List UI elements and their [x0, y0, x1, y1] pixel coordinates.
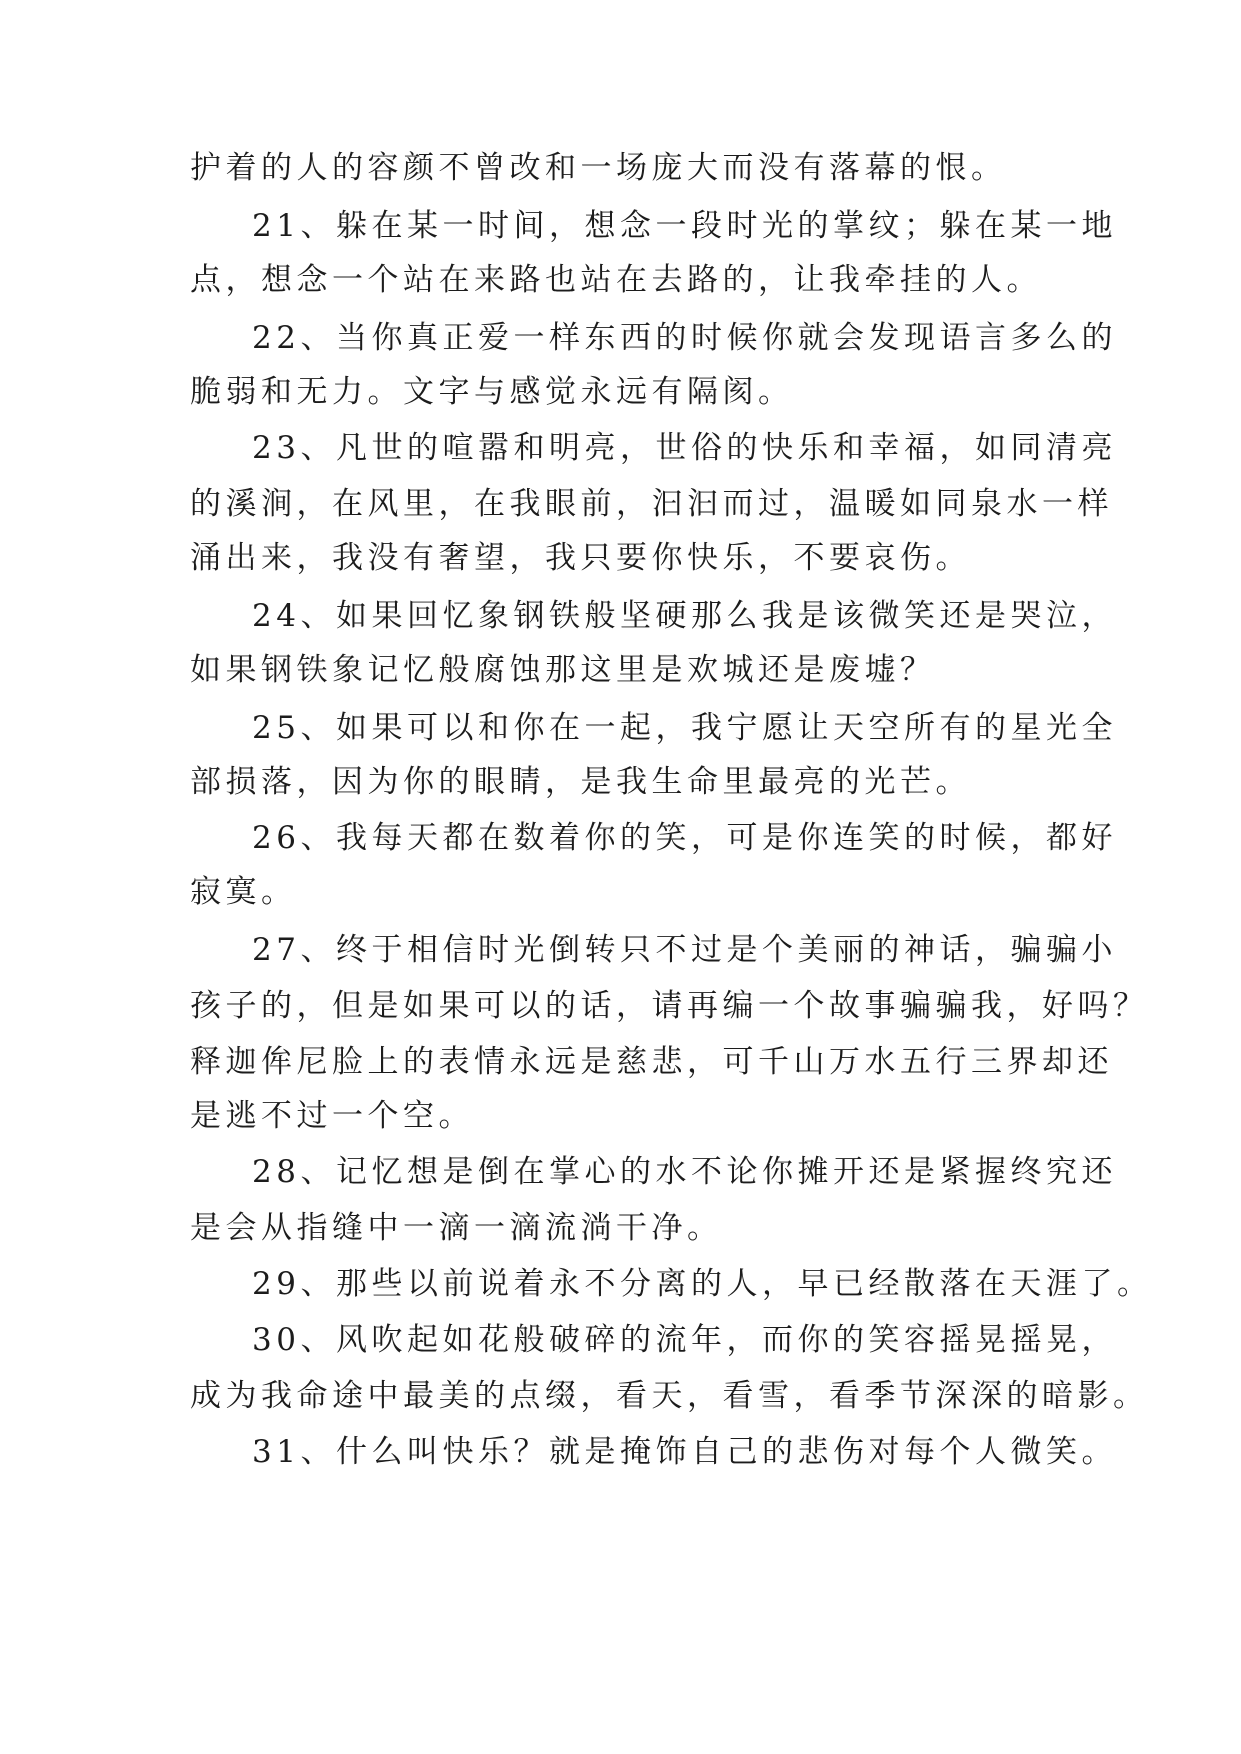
text-line: 释迦侔尼脸上的表情永远是慈悲，可千山万水五行三界却还 — [190, 1044, 1113, 1080]
text-line: 24、如果回忆象钢铁般坚硬那么我是该微笑还是哭泣， — [252, 598, 1117, 634]
text-line: 25、如果可以和你在一起，我宁愿让天空所有的星光全 — [252, 710, 1117, 746]
text-line: 如果钢铁象记忆般腐蚀那这里是欢城还是废墟？ — [190, 652, 936, 688]
text-line: 是会从指缝中一滴一滴流淌干净。 — [190, 1210, 723, 1246]
text-line: 28、记忆想是倒在掌心的水不论你摊开还是紧握终究还 — [252, 1154, 1117, 1190]
text-line: 21、躲在某一时间，想念一段时光的掌纹；躲在某一地 — [252, 208, 1117, 244]
text-line: 部损落，因为你的眼睛，是我生命里最亮的光芒。 — [190, 764, 971, 800]
text-line: 30、风吹起如花般破碎的流年，而你的笑容摇晃摇晃， — [252, 1322, 1117, 1358]
text-line: 22、当你真正爱一样东西的时候你就会发现语言多么的 — [252, 320, 1117, 356]
text-line: 31、什么叫快乐？就是掩饰自己的悲伤对每个人微笑。 — [252, 1434, 1117, 1470]
text-line: 孩子的，但是如果可以的话，请再编一个故事骗骗我，好吗？ — [190, 988, 1149, 1024]
text-line: 的溪涧，在风里，在我眼前，汩汩而过，温暖如同泉水一样 — [190, 486, 1113, 522]
text-line: 29、那些以前说着永不分离的人，早已经散落在天涯了。 — [252, 1266, 1153, 1302]
text-line: 是逃不过一个空。 — [190, 1098, 474, 1134]
text-line: 寂寞。 — [190, 874, 297, 910]
text-line: 26、我每天都在数着你的笑，可是你连笑的时候，都好 — [252, 820, 1117, 856]
text-line: 23、凡世的喧嚣和明亮，世俗的快乐和幸福，如同清亮 — [252, 430, 1117, 466]
text-line: 点，想念一个站在来路也站在去路的，让我牵挂的人。 — [190, 262, 1042, 298]
text-line: 成为我命途中最美的点缀，看天，看雪，看季节深深的暗影。 — [190, 1378, 1149, 1414]
text-line: 涌出来，我没有奢望，我只要你快乐，不要哀伤。 — [190, 540, 971, 576]
text-line: 护着的人的容颜不曾改和一场庞大而没有落幕的恨。 — [190, 150, 1007, 186]
text-line: 27、终于相信时光倒转只不过是个美丽的神话，骗骗小 — [252, 932, 1117, 968]
text-line: 脆弱和无力。文字与感觉永远有隔阂。 — [190, 374, 794, 410]
